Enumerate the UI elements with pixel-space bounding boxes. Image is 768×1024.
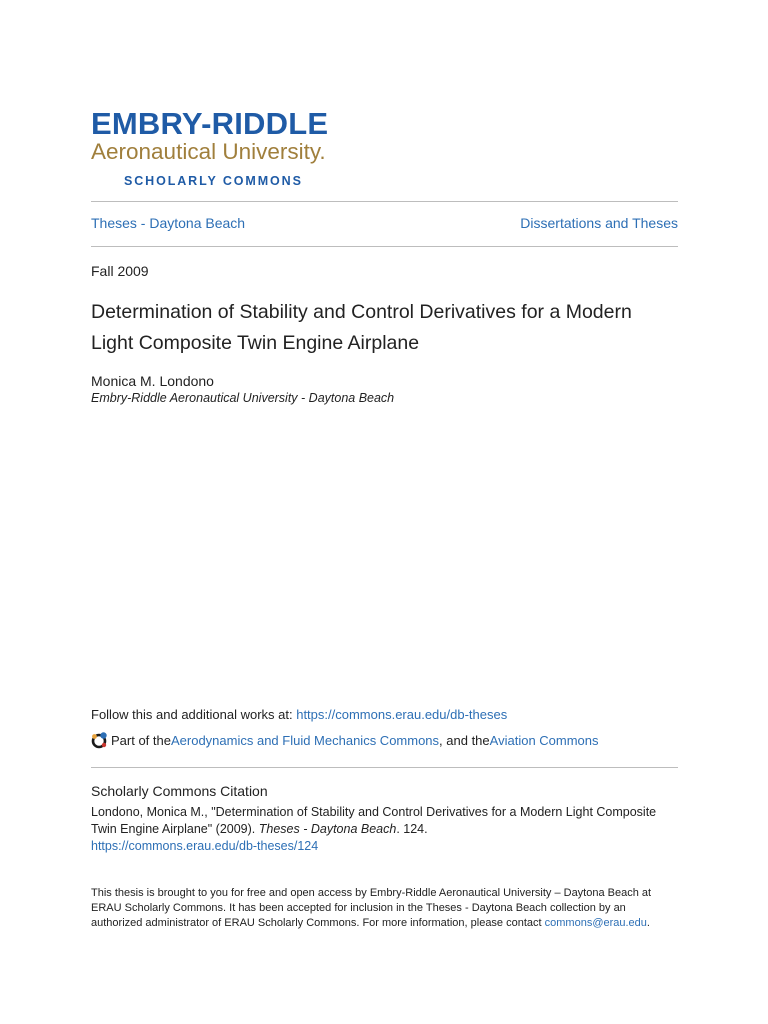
citation-number: . 124. xyxy=(396,822,428,836)
citation-series: Theses - Daytona Beach xyxy=(258,822,397,836)
logo-wordmark: EMBRY-RIDDLE xyxy=(91,106,329,141)
logo-scholarly-commons: SCHOLARLY COMMONS xyxy=(124,174,303,188)
divider-top xyxy=(91,201,678,202)
follow-prefix: Follow this and additional works at: xyxy=(91,707,297,722)
part-of-middle: , and the xyxy=(439,732,490,748)
part-of-line xyxy=(91,731,599,749)
publication-date: Fall 2009 xyxy=(91,263,149,279)
contact-email-link[interactable]: commons@erau.edu xyxy=(544,917,647,929)
logo-university: Aeronautical University. xyxy=(91,139,326,164)
follow-line xyxy=(91,707,507,722)
collection-link[interactable]: https://commons.erau.edu/db-theses xyxy=(296,707,508,722)
citation-url[interactable]: https://commons.erau.edu/db-theses/124 xyxy=(91,839,319,853)
network-icon xyxy=(91,731,109,749)
divider-citation xyxy=(91,767,678,768)
discipline-link-aerodynamics[interactable]: Aerodynamics and Fluid Mechanics Commons xyxy=(170,732,440,748)
citation-text: Londono, Monica M., "Determination of Stability and Control Derivatives for a Modern Light Composite Twin Engine Airplane" (2009). xyxy=(91,805,657,836)
part-of-prefix: Part of the xyxy=(111,732,171,748)
citation-body xyxy=(91,804,678,855)
erau-logo xyxy=(91,108,391,188)
access-notice-text: This thesis is brought to you for free and open access by Embry-Riddle Aeronautical University – Daytona Beach at ERAU Scholarly Commons. It has been accepted for inclusion in the Theses - Daytona Beach collection by an authorized administrator of ERAU Scholarly Commons. For more information, please contact xyxy=(91,887,652,929)
cover-page xyxy=(91,0,678,1024)
divider-header xyxy=(91,246,678,247)
access-notice xyxy=(91,886,678,931)
author-affiliation: Embry-Riddle Aeronautical University - Daytona Beach xyxy=(91,391,395,405)
citation-heading: Scholarly Commons Citation xyxy=(91,783,268,799)
document-title: Determination of Stability and Control Derivatives for a Modern Light Composite Twin Engine Airplane xyxy=(91,301,632,354)
breadcrumb-parent[interactable]: Dissertations and Theses xyxy=(520,215,678,231)
discipline-link-aviation[interactable]: Aviation Commons xyxy=(489,732,599,748)
breadcrumb-collection[interactable]: Theses - Daytona Beach xyxy=(91,215,246,231)
author-name: Monica M. Londono xyxy=(91,373,214,389)
access-notice-end: . xyxy=(646,917,650,929)
